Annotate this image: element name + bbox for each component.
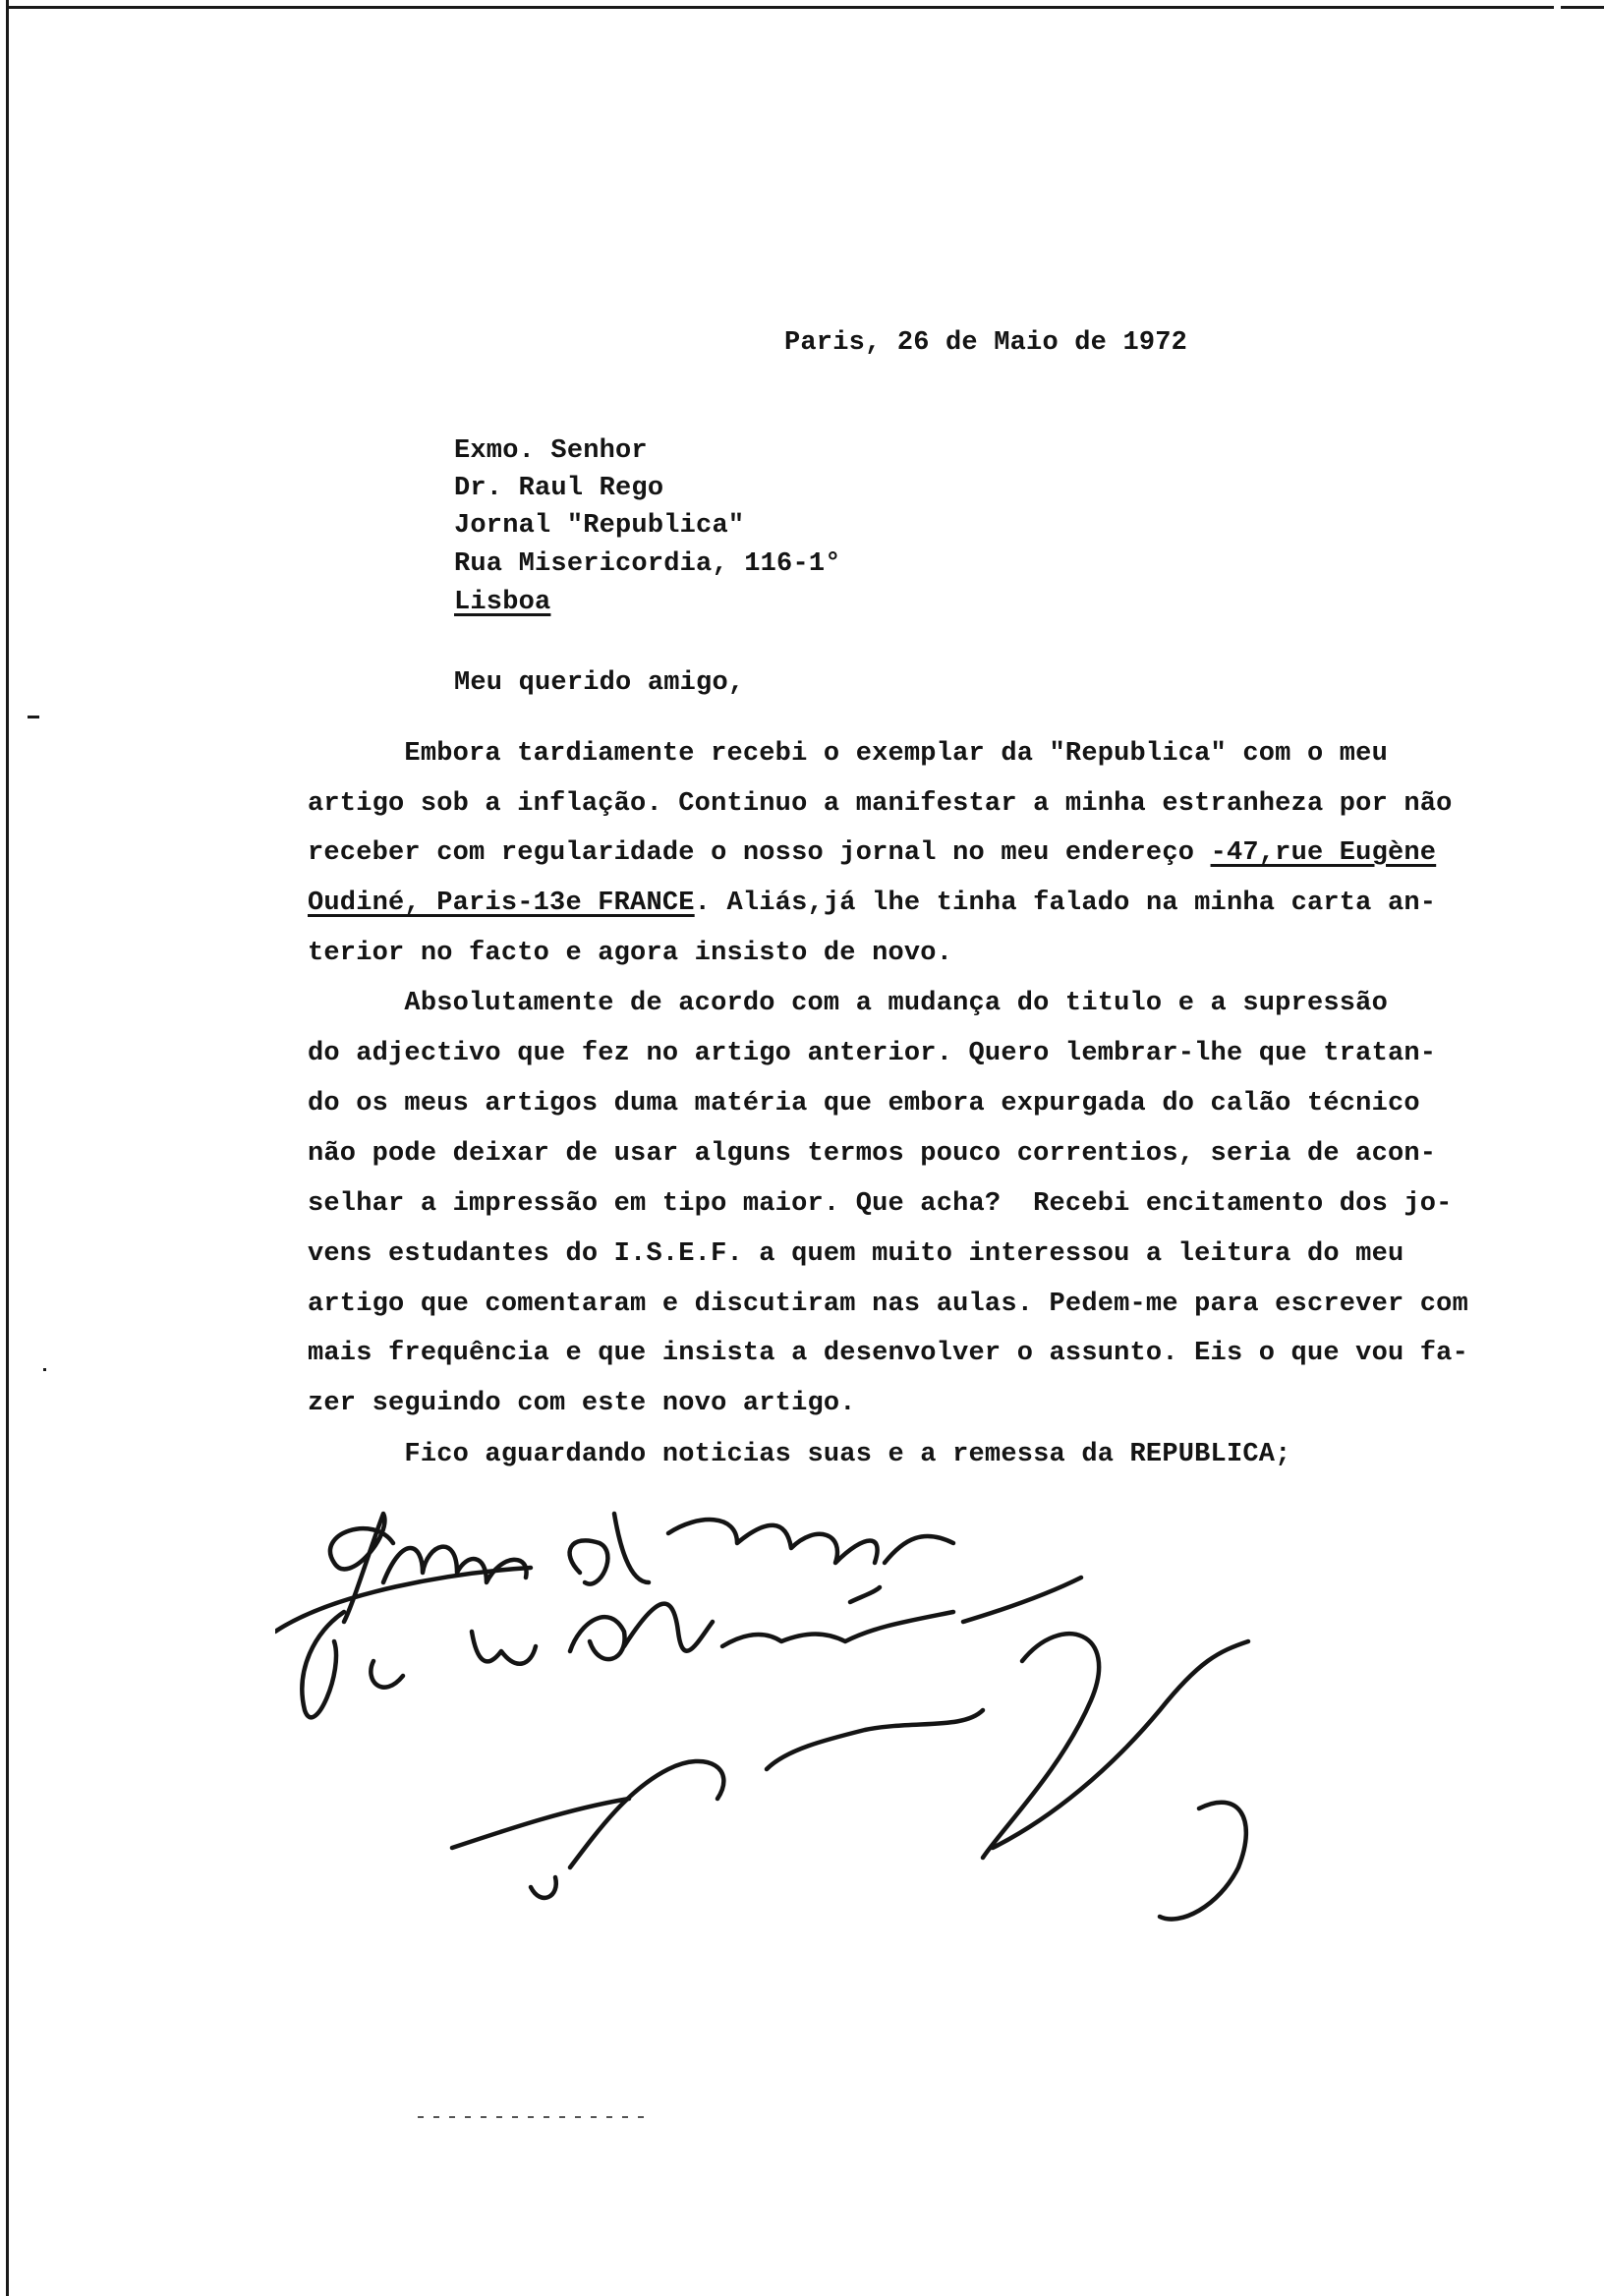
body-line: selhar a impressão em tipo maior. Que acha? Recebi encitamento dos jo- xyxy=(308,1189,1453,1219)
margin-mark xyxy=(28,716,39,718)
address-line: Dr. Raul Rego xyxy=(454,474,664,503)
body-line: receber com regularidade o nosso jornal no meu endereço -47,rue Eugène xyxy=(308,838,1437,868)
address-line: Jornal "Republica" xyxy=(454,511,745,541)
address-city: Lisboa xyxy=(454,588,551,617)
body-line: Absolutamente de acordo com a mudança do titulo e a supressão xyxy=(308,989,1388,1018)
body-line: Oudiné, Paris-13e FRANCE. Aliás,já lhe tinha falado na minha carta an- xyxy=(308,889,1437,918)
margin-mark xyxy=(43,1368,46,1371)
body-line: vens estudantes do I.S.E.F. a quem muito interessou a leitura do meu xyxy=(308,1239,1404,1269)
body-line: do adjectivo que fez no artigo anterior. Quero lembrar-lhe que tratan- xyxy=(308,1039,1437,1068)
address-line: Rua Misericordia, 116-1° xyxy=(454,549,841,579)
body-line: terior no facto e agora insisto de novo. xyxy=(308,939,953,968)
scan-artifact-dots xyxy=(418,2115,644,2119)
body-line: artigo sob a inflação. Continuo a manifestar a minha estranheza por não xyxy=(308,789,1453,819)
page-edge-top-tail xyxy=(1561,6,1604,9)
body-line: não pode deixar de usar alguns termos pouco correntios, seria de acon- xyxy=(308,1139,1437,1169)
underlined-address: Oudiné, Paris-13e FRANCE xyxy=(308,889,695,918)
handwritten-signature xyxy=(275,1474,1455,1946)
page-edge-top xyxy=(6,6,1554,9)
body-line: Fico aguardando noticias suas e a remessa da REPUBLICA; xyxy=(308,1440,1291,1469)
address-line: Exmo. Senhor xyxy=(454,436,648,466)
salutation: Meu querido amigo, xyxy=(454,668,745,698)
underlined-address: -47,rue Eugène xyxy=(1210,838,1437,868)
body-line: Embora tardiamente recebi o exemplar da "Republica" com o meu xyxy=(308,739,1388,769)
body-line: do os meus artigos duma matéria que embora expurgada do calão técnico xyxy=(308,1089,1420,1119)
page-edge-left xyxy=(6,0,9,2296)
body-line: artigo que comentaram e discutiram nas aulas. Pedem-me para escrever com xyxy=(308,1290,1468,1319)
letter-date: Paris, 26 de Maio de 1972 xyxy=(784,328,1188,358)
body-line: zer seguindo com este novo artigo. xyxy=(308,1389,856,1418)
body-line: mais frequência e que insista a desenvolver o assunto. Eis o que vou fa- xyxy=(308,1339,1468,1368)
